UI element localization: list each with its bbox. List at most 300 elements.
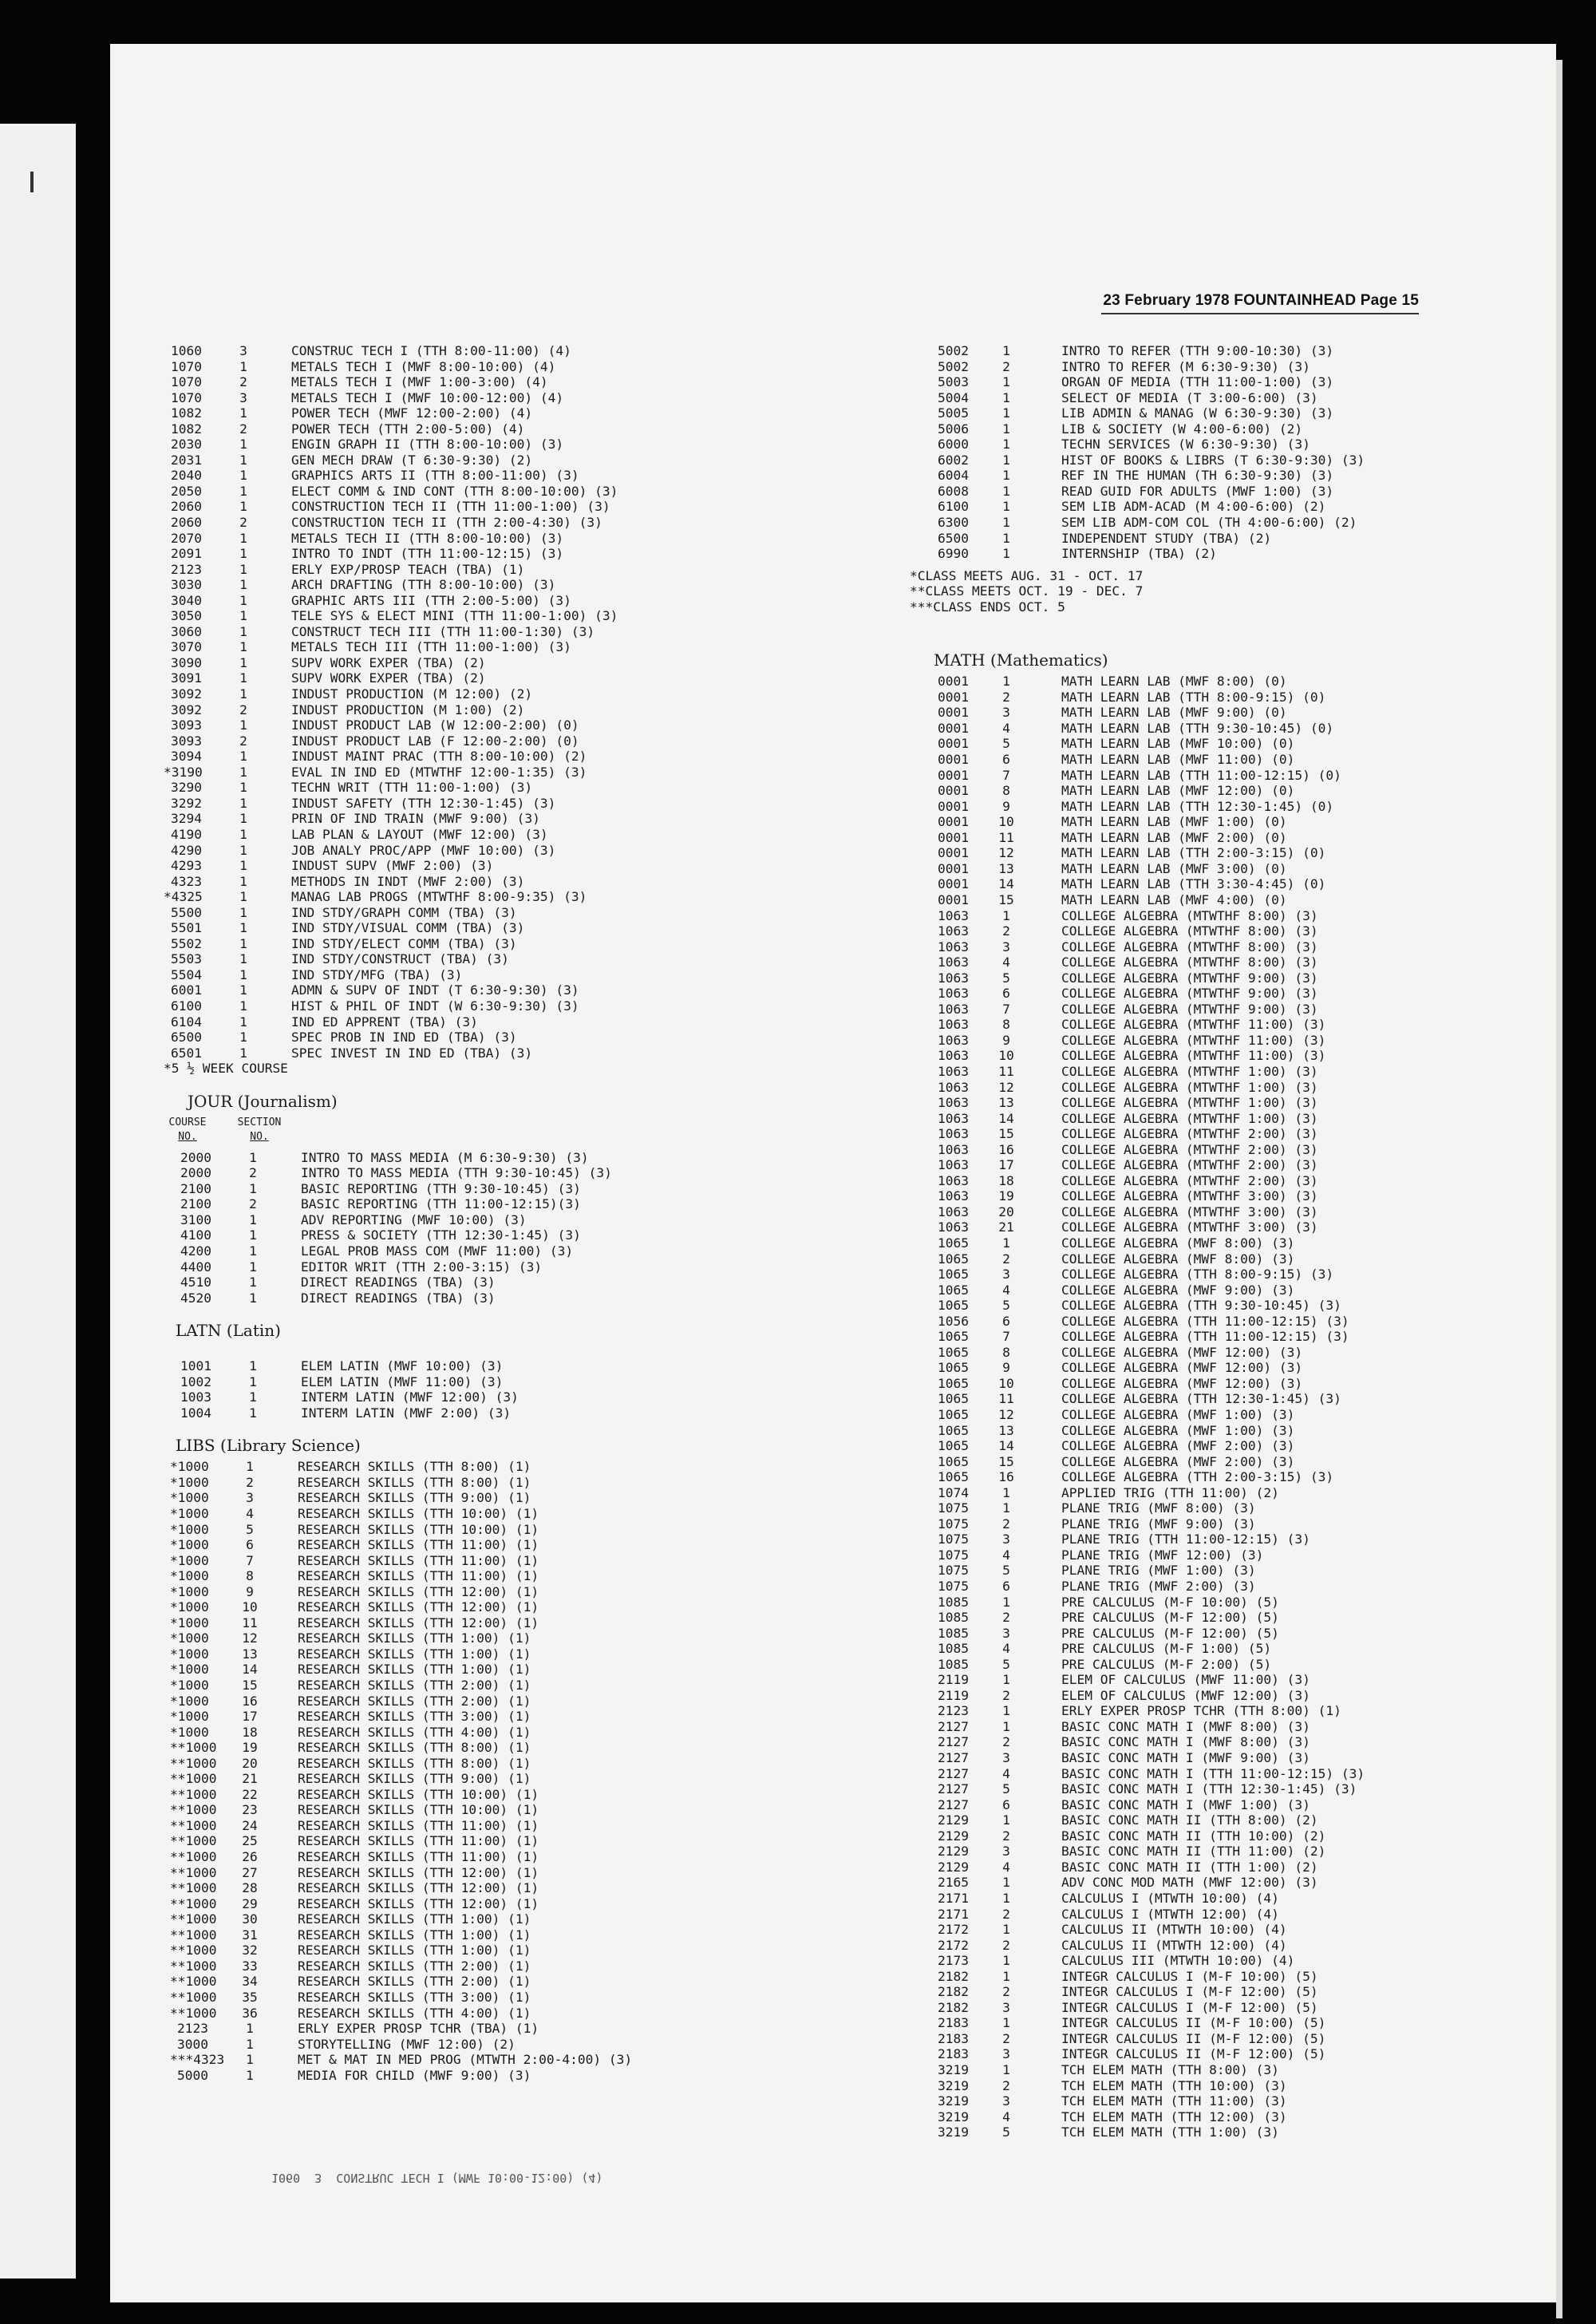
course-title: CONSTRUC TECH I (TTH 8:00-11:00) (4) <box>291 343 571 358</box>
course-number: 0001 <box>938 845 969 861</box>
course-number: *1000 <box>170 1615 209 1630</box>
course-row <box>910 499 1460 515</box>
section-number: 2 <box>1002 1984 1010 2000</box>
course-row <box>170 1553 914 1569</box>
course-title: RESEARCH SKILLS (TTH 4:00) (1) <box>298 2005 531 2021</box>
course-title: RESEARCH SKILLS (TTH 1:00) (1) <box>298 1646 531 1662</box>
course-number: **1000 <box>170 1817 217 1833</box>
section-number: 1 <box>239 935 247 951</box>
section-number: 1 <box>239 717 247 733</box>
section-number: 11 <box>998 829 1014 845</box>
course-title: INTEGR CALCULUS I (M-F 12:00) (5) <box>1061 1984 1318 2000</box>
course-row <box>910 1407 1460 1423</box>
course-number: 2091 <box>171 546 202 562</box>
course-row <box>164 796 914 812</box>
section-number: 31 <box>242 1927 258 1943</box>
course-number: *1000 <box>170 1678 209 1694</box>
course-row <box>910 1314 1460 1330</box>
section-number: 7 <box>1002 767 1010 783</box>
course-title: GRAPHICS ARTS II (TTH 8:00-11:00) (3) <box>291 468 579 484</box>
course-title: MATH LEARN LAB (TTH 2:00-3:15) (0) <box>1061 845 1326 861</box>
course-title: RESEARCH SKILLS (TTH 2:00) (1) <box>298 1974 531 1990</box>
section-number: 8 <box>246 1568 254 1584</box>
course-row <box>164 920 914 936</box>
course-row <box>910 2109 1460 2125</box>
course-number: 1065 <box>938 1360 969 1376</box>
section-number: 1 <box>239 951 247 967</box>
course-title: RESEARCH SKILLS (TTH 10:00) (1) <box>298 1506 539 1521</box>
course-number: 2172 <box>938 1937 969 1953</box>
section-number: 10 <box>998 1048 1014 1064</box>
section-number: 14 <box>998 876 1014 892</box>
course-row <box>910 814 1460 830</box>
course-number: 2040 <box>171 468 202 484</box>
course-title: PRE CALCULUS (M-F 12:00) (5) <box>1061 1625 1279 1641</box>
course-number: 3219 <box>938 2093 969 2109</box>
course-row <box>170 1630 914 1646</box>
section-number: 1 <box>246 2021 254 2037</box>
course-number: 0001 <box>938 674 969 690</box>
course-row <box>910 421 1460 437</box>
course-title: INDUST MAINT PRAC (TTH 8:00-10:00) (2) <box>291 749 587 765</box>
course-number: 2127 <box>938 1765 969 1781</box>
section-number: 16 <box>998 1469 1014 1485</box>
course-title: INTEGR CALCULUS I (M-F 12:00) (5) <box>1061 1999 1318 2015</box>
course-number: 1065 <box>938 1267 969 1283</box>
section-number: 3 <box>1002 2046 1010 2062</box>
course-row <box>910 2000 1460 2016</box>
course-title: HIST OF BOOKS & LIBRS (T 6:30-9:30) (3) <box>1061 452 1365 468</box>
course-number: 3070 <box>171 639 202 655</box>
course-number: 2119 <box>938 1687 969 1703</box>
course-title: MATH LEARN LAB (MWF 12:00) (0) <box>1061 783 1295 799</box>
course-row <box>910 736 1460 752</box>
course-title: CONSTRUCTION TECH II (TTH 11:00-1:00) (3) <box>291 499 610 515</box>
course-row <box>910 986 1460 1002</box>
course-number: 2171 <box>938 1890 969 1906</box>
section-number: 21 <box>242 1771 258 1787</box>
course-number: 1065 <box>938 1469 969 1485</box>
course-title: ELECT COMM & IND CONT (TTH 8:00-10:00) (3) <box>291 483 618 499</box>
section-number: 1 <box>239 654 247 670</box>
course-number: 1085 <box>938 1610 969 1626</box>
course-title: RESEARCH SKILLS (TTH 9:00) (1) <box>298 1771 531 1787</box>
course-number: 2060 <box>171 499 202 515</box>
course-number: 1063 <box>938 1172 969 1188</box>
course-number: *4325 <box>164 889 203 905</box>
course-row <box>164 889 914 905</box>
course-number: 2000 <box>180 1149 211 1165</box>
course-row <box>910 2078 1460 2094</box>
course-row <box>170 1802 914 1818</box>
course-heading-no: NO. <box>178 1130 197 1143</box>
course-title: MATH LEARN LAB (MWF 4:00) (0) <box>1061 891 1287 907</box>
course-row <box>910 1251 1460 1267</box>
section-number: 1 <box>1002 1718 1010 1734</box>
course-number: 1065 <box>938 1251 969 1267</box>
course-number: 6501 <box>171 1045 202 1061</box>
course-title: INTRO TO MASS MEDIA (TTH 9:30-10:45) (3) <box>301 1165 612 1181</box>
course-row <box>910 374 1460 390</box>
course-row <box>910 845 1460 861</box>
course-title: PLANE TRIG (MWF 12:00) (3) <box>1061 1547 1264 1563</box>
section-number: 1 <box>246 1459 254 1475</box>
course-number: 1056 <box>938 1313 969 1329</box>
course-title: DIRECT READINGS (TBA) (3) <box>301 1290 496 1306</box>
latn-course-list <box>164 1358 914 1421</box>
course-row <box>910 2124 1460 2140</box>
section-number: 2 <box>1002 1610 1010 1626</box>
course-number: **1000 <box>170 1740 217 1756</box>
course-row <box>910 1797 1460 1813</box>
section-number: 18 <box>242 1724 258 1740</box>
course-title: COLLEGE ALGEBRA (MTWTHF 9:00) (3) <box>1061 970 1318 986</box>
course-number: 6104 <box>171 1014 202 1030</box>
course-row <box>164 1045 914 1061</box>
course-row <box>164 499 914 515</box>
course-number: 0001 <box>938 752 969 768</box>
course-row <box>910 721 1460 737</box>
course-title: RESEARCH SKILLS (TTH 10:00) (1) <box>298 1802 539 1818</box>
course-title: CALCULUS I (MTWTH 10:00) (4) <box>1061 1890 1279 1906</box>
course-number: *1000 <box>170 1474 209 1490</box>
course-number: 2129 <box>938 1812 969 1828</box>
course-row <box>164 780 914 796</box>
section-number: 1 <box>1002 1968 1010 1984</box>
course-number: 1060 <box>171 343 202 358</box>
course-number: 4100 <box>180 1227 211 1243</box>
course-title: RESEARCH SKILLS (TTH 11:00) (1) <box>298 1817 539 1833</box>
section-number: 4 <box>246 1506 254 1521</box>
section-number: 1 <box>249 1180 257 1196</box>
course-number: **1000 <box>170 1864 217 1880</box>
course-row <box>910 2046 1460 2062</box>
course-title: PRE CALCULUS (M-F 12:00) (5) <box>1061 1610 1279 1626</box>
course-title: MATH LEARN LAB (MWF 1:00) (0) <box>1061 814 1287 830</box>
section-number: 13 <box>998 860 1014 876</box>
course-number: **1000 <box>170 1755 217 1771</box>
course-number: 1063 <box>938 1141 969 1157</box>
course-number: **1000 <box>170 1911 217 1927</box>
course-title: RESEARCH SKILLS (TTH 12:00) (1) <box>298 1895 539 1911</box>
course-number: *1000 <box>170 1506 209 1521</box>
section-number: 5 <box>1002 970 1010 986</box>
section-number: 6 <box>1002 1796 1010 1812</box>
section-number: 3 <box>1002 2093 1010 2109</box>
course-number: 1063 <box>938 1017 969 1033</box>
header-rule <box>1101 313 1419 314</box>
course-row <box>164 405 914 421</box>
section-number: 1 <box>239 795 247 811</box>
course-row <box>164 702 914 718</box>
course-row <box>910 1828 1460 1844</box>
course-row <box>164 717 914 733</box>
section-number: 1 <box>239 842 247 858</box>
course-row <box>910 1734 1460 1750</box>
course-title: MATH LEARN LAB (TTH 3:30-4:45) (0) <box>1061 876 1326 892</box>
course-number: 0001 <box>938 829 969 845</box>
course-number: 1003 <box>180 1389 211 1405</box>
course-title: METALS TECH I (MWF 1:00-3:00) (4) <box>291 374 548 390</box>
section-number: 1 <box>239 530 247 546</box>
course-title: ELEM OF CALCULUS (MWF 11:00) (3) <box>1061 1672 1310 1688</box>
course-title: RESEARCH SKILLS (TTH 1:00) (1) <box>298 1927 531 1943</box>
course-number: *1000 <box>170 1724 209 1740</box>
course-number: *1000 <box>170 1583 209 1599</box>
course-row <box>164 843 914 859</box>
course-number: 2000 <box>180 1165 211 1181</box>
course-number: 1065 <box>938 1422 969 1438</box>
course-number: 6002 <box>938 452 969 468</box>
course-title: RESEARCH SKILLS (TTH 12:00) (1) <box>298 1880 539 1896</box>
course-row <box>910 830 1460 846</box>
course-row <box>170 1849 914 1865</box>
section-number: 11 <box>998 1063 1014 1079</box>
course-row <box>164 608 914 624</box>
section-number: 1 <box>239 1014 247 1030</box>
section-number: 10 <box>998 814 1014 830</box>
course-number: 3094 <box>171 749 202 765</box>
section-number: 1 <box>249 1227 257 1243</box>
section-number: 15 <box>998 1453 1014 1469</box>
course-number: 0001 <box>938 689 969 705</box>
course-title: INTRO TO REFER (M 6:30-9:30) (3) <box>1061 358 1310 374</box>
paper-edge <box>1556 60 1562 2318</box>
course-row <box>910 1048 1460 1064</box>
section-number: 11 <box>242 1615 258 1630</box>
course-number: 4200 <box>180 1243 211 1259</box>
section-number: 1 <box>1002 530 1010 546</box>
course-title: SUPV WORK EXPER (TBA) (2) <box>291 670 486 686</box>
libs-continued-list <box>910 343 1460 562</box>
footnote: ***CLASS ENDS OCT. 5 <box>910 599 1065 615</box>
course-row <box>910 939 1460 955</box>
course-row <box>910 1219 1460 1235</box>
course-title: PLANE TRIG (MWF 1:00) (3) <box>1061 1563 1256 1579</box>
course-row <box>164 998 914 1014</box>
course-title: COLLEGE ALGEBRA (MWF 1:00) (3) <box>1061 1422 1295 1438</box>
course-row <box>910 1267 1460 1283</box>
course-number: 1065 <box>938 1344 969 1360</box>
course-number: *1000 <box>170 1552 209 1568</box>
course-number: 2123 <box>177 2021 208 2037</box>
course-title: BASIC CONC MATH I (TTH 12:30-1:45) (3) <box>1061 1781 1357 1797</box>
course-number: 0001 <box>938 767 969 783</box>
course-number: 3060 <box>171 623 202 639</box>
left-column <box>164 343 914 2083</box>
course-number: 1065 <box>938 1282 969 1298</box>
course-row <box>170 1943 914 1958</box>
course-row <box>910 2015 1460 2031</box>
course-number: 2100 <box>180 1180 211 1196</box>
course-number: 1001 <box>180 1358 211 1374</box>
course-title: INTEGR CALCULUS II (M-F 10:00) (5) <box>1061 2015 1326 2031</box>
course-title: POWER TECH (MWF 12:00-2:00) (4) <box>291 405 533 421</box>
course-number: 1063 <box>938 1204 969 1219</box>
course-row <box>170 1880 914 1896</box>
course-title: COLLEGE ALGEBRA (MWF 9:00) (3) <box>1061 1282 1295 1298</box>
course-row <box>910 1532 1460 1547</box>
course-row <box>164 531 914 547</box>
course-number: 1075 <box>938 1547 969 1563</box>
course-title: ELEM LATIN (MWF 10:00) (3) <box>301 1358 504 1374</box>
course-number: 2182 <box>938 1968 969 1984</box>
course-row <box>170 2006 914 2022</box>
course-number: 1063 <box>938 1079 969 1095</box>
course-row <box>164 468 914 484</box>
course-row <box>910 955 1460 970</box>
course-row <box>170 1678 914 1694</box>
course-number: 1063 <box>938 1110 969 1126</box>
course-number: 2182 <box>938 1984 969 2000</box>
course-row <box>164 374 914 390</box>
course-number: **1000 <box>170 1771 217 1787</box>
section-number: 1 <box>1002 499 1010 515</box>
course-number: 2127 <box>938 1781 969 1797</box>
course-title: RESEARCH SKILLS (TTH 11:00) (1) <box>298 1568 539 1584</box>
course-row <box>170 1756 914 1772</box>
course-number: 6300 <box>938 515 969 531</box>
section-number: 2 <box>239 702 247 717</box>
course-number: 5000 <box>177 2067 208 2083</box>
section-number: 17 <box>242 1709 258 1725</box>
course-number: 1065 <box>938 1453 969 1469</box>
course-row <box>164 1014 914 1030</box>
course-title: COLLEGE ALGEBRA (MTWTHF 11:00) (3) <box>1061 1032 1326 1048</box>
course-title: COLLEGE ALGEBRA (MTWTHF 1:00) (3) <box>1061 1095 1318 1111</box>
libs-footnotes <box>910 568 1460 615</box>
course-number: 1065 <box>938 1391 969 1407</box>
course-number: 0001 <box>938 860 969 876</box>
section-number: 13 <box>242 1646 258 1662</box>
course-row <box>173 1389 914 1405</box>
course-number: 1065 <box>938 1235 969 1251</box>
course-row <box>170 1990 914 2006</box>
section-number: 3 <box>1002 1999 1010 2015</box>
course-title: COLLEGE ALGEBRA (MTWTHF 8:00) (3) <box>1061 939 1318 955</box>
section-number: 2 <box>1002 358 1010 374</box>
section-number: 15 <box>242 1678 258 1694</box>
course-title: BASIC CONC MATH I (MWF 8:00) (3) <box>1061 1718 1310 1734</box>
course-row <box>170 1646 914 1662</box>
course-row <box>170 1974 914 1990</box>
course-title: IND STDY/VISUAL COMM (TBA) (3) <box>291 920 525 936</box>
course-row <box>170 1787 914 1803</box>
section-number: 1 <box>1002 1953 1010 1969</box>
course-title: GRAPHIC ARTS III (TTH 2:00-5:00) (3) <box>291 592 571 608</box>
course-row <box>910 892 1460 908</box>
course-title: RESEARCH SKILLS (TTH 2:00) (1) <box>298 1678 531 1694</box>
course-number: **1000 <box>170 1833 217 1849</box>
course-title: MATH LEARN LAB (MWF 9:00) (0) <box>1061 705 1287 721</box>
section-number: 1 <box>249 1405 257 1421</box>
course-title: ENGIN GRAPH II (TTH 8:00-10:00) (3) <box>291 437 564 453</box>
course-title: ARCH DRAFTING (TTH 8:00-10:00) (3) <box>291 577 556 593</box>
course-row <box>164 827 914 843</box>
course-row <box>164 453 914 468</box>
course-title: RESEARCH SKILLS (TTH 8:00) (1) <box>298 1740 531 1756</box>
column-headings <box>164 1115 914 1150</box>
section-number: 1 <box>239 592 247 608</box>
course-row <box>164 936 914 952</box>
section-number: 1 <box>249 1243 257 1259</box>
section-number: 14 <box>998 1110 1014 1126</box>
course-title: INDUST PRODUCT LAB (F 12:00-2:00) (0) <box>291 733 579 749</box>
course-number: **1000 <box>170 1927 217 1943</box>
course-number: 6001 <box>171 982 202 998</box>
course-title: SEM LIB ADM-ACAD (M 4:00-6:00) (2) <box>1061 499 1326 515</box>
course-title: PRIN OF IND TRAIN (MWF 9:00) (3) <box>291 811 540 827</box>
course-title: BASIC REPORTING (TTH 11:00-12:15)(3) <box>301 1196 581 1212</box>
course-row <box>910 2062 1460 2078</box>
course-row <box>170 1958 914 1974</box>
course-number: 2070 <box>171 530 202 546</box>
course-title: BASIC REPORTING (TTH 9:30-10:45) (3) <box>301 1180 581 1196</box>
course-number: 3050 <box>171 608 202 624</box>
course-row <box>910 1657 1460 1673</box>
course-title: BASIC CONC MATH I (TTH 11:00-12:15) (3) <box>1061 1765 1365 1781</box>
course-row <box>170 2021 914 2037</box>
section-number: 28 <box>242 1880 258 1896</box>
course-row <box>170 1506 914 1522</box>
course-number: 6990 <box>938 546 969 562</box>
section-number: 3 <box>246 1490 254 1506</box>
course-number: 5500 <box>171 904 202 920</box>
section-number: 1 <box>1002 421 1010 437</box>
course-number: 3091 <box>171 670 202 686</box>
course-row <box>170 1896 914 1912</box>
course-number: 2127 <box>938 1750 969 1766</box>
course-number: **1000 <box>170 1849 217 1865</box>
section-number: 3 <box>1002 1267 1010 1283</box>
course-row <box>170 1599 914 1615</box>
section-number: 2 <box>1002 1687 1010 1703</box>
course-row <box>910 1188 1460 1204</box>
course-title: COLLEGE ALGEBRA (TTH 2:00-3:15) (3) <box>1061 1469 1334 1485</box>
section-number: 2 <box>1002 1251 1010 1267</box>
course-title: RESEARCH SKILLS (TTH 10:00) (1) <box>298 1786 539 1802</box>
course-number: 1063 <box>938 907 969 923</box>
course-row <box>164 765 914 781</box>
course-title: CALCULUS II (MTWTH 10:00) (4) <box>1061 1922 1287 1938</box>
course-title: TCH ELEM MATH (TTH 10:00) (3) <box>1061 2077 1287 2093</box>
course-number: 1063 <box>938 1095 969 1111</box>
course-number: 3093 <box>171 717 202 733</box>
course-row <box>910 674 1460 690</box>
course-row <box>910 1360 1460 1376</box>
section-number: 2 <box>1002 689 1010 705</box>
course-title: COLLEGE ALGEBRA (MWF 1:00) (3) <box>1061 1407 1295 1422</box>
course-row <box>164 951 914 967</box>
course-row <box>910 1750 1460 1766</box>
course-row <box>173 1405 914 1421</box>
course-row <box>170 2068 914 2084</box>
section-number: 1 <box>1002 343 1010 358</box>
course-row <box>170 1911 914 1927</box>
course-row <box>910 1922 1460 1938</box>
section-number: 9 <box>1002 1032 1010 1048</box>
course-number: 3090 <box>171 654 202 670</box>
section-number: 1 <box>1002 515 1010 531</box>
course-row <box>910 515 1460 531</box>
course-number: 0001 <box>938 705 969 721</box>
section-number: 1 <box>239 889 247 905</box>
course-row <box>910 1485 1460 1501</box>
course-number: 5501 <box>171 920 202 936</box>
course-row <box>170 2037 914 2053</box>
course-row <box>910 1454 1460 1470</box>
section-number: 5 <box>1002 2124 1010 2140</box>
